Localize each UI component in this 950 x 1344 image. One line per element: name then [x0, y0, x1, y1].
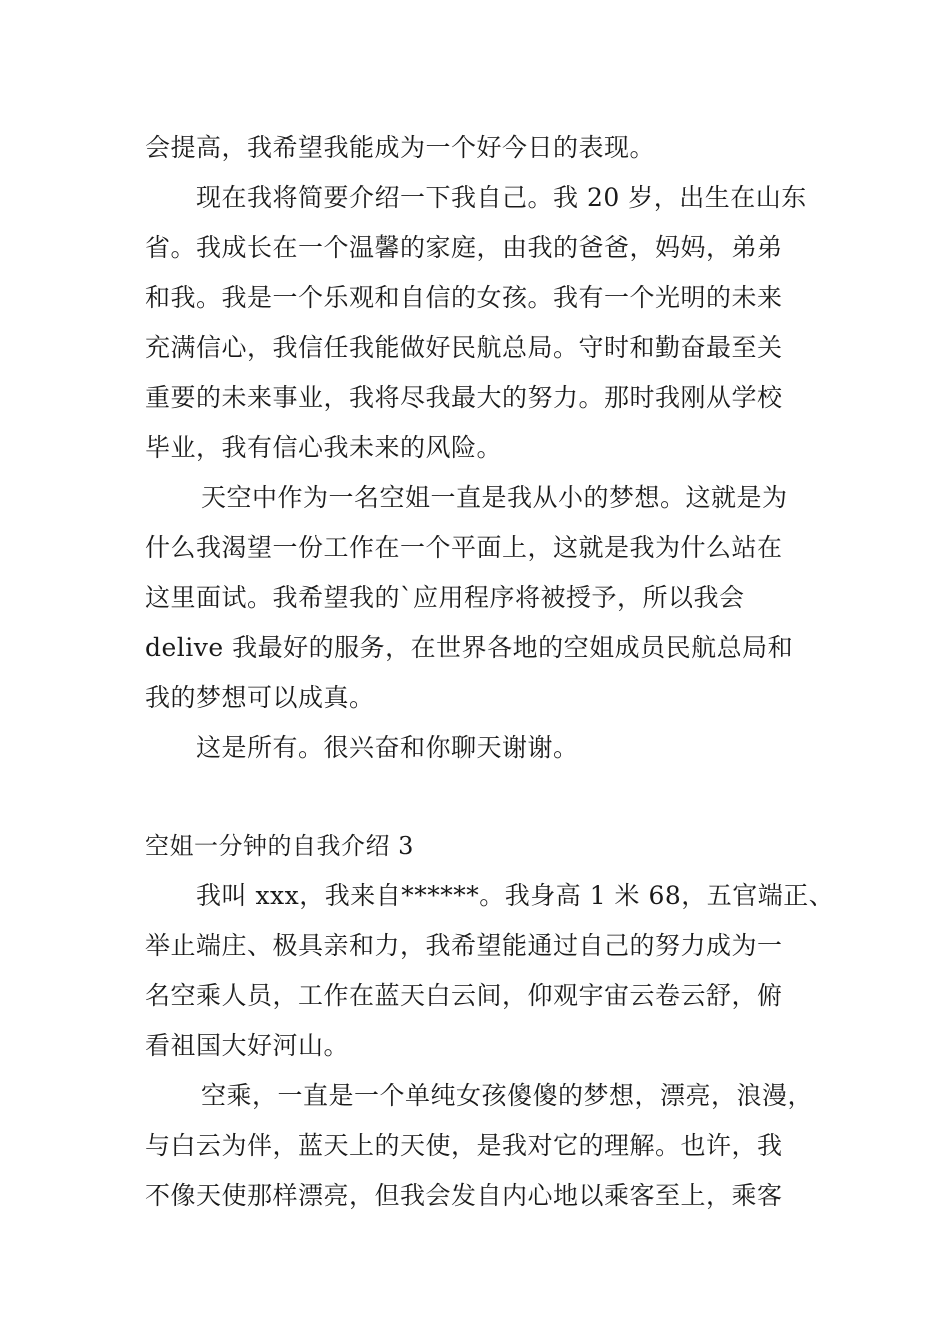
text-line: 和我。我是一个乐观和自信的女孩。我有一个光明的未来	[145, 283, 783, 312]
paragraph-start: 这是所有。很兴奋和你聊天谢谢。	[196, 733, 579, 762]
text-line: 重要的未来事业，我将尽我最大的努力。那时我刚从学校	[145, 383, 783, 412]
paragraph-start: 空乘，一直是一个单纯女孩傻傻的梦想，漂亮，浪漫，	[201, 1081, 814, 1110]
text-line: 充满信心，我信任我能做好民航总局。守时和勤奋最至关	[145, 333, 783, 362]
text-line: 这里面试。我希望我的`应用程序将被授予，所以我会	[145, 583, 745, 612]
paragraph-start: 我叫 xxx，我来自******。我身高 1 米 68，五官端正、	[196, 881, 835, 910]
text-line: 名空乘人员，工作在蓝天白云间，仰观宇宙云卷云舒，俯	[145, 981, 783, 1010]
text-line: 省。我成长在一个温馨的家庭，由我的爸爸，妈妈，弟弟	[145, 233, 783, 262]
text-line: 举止端庄、极具亲和力，我希望能通过自己的努力成为一	[145, 931, 783, 960]
text-line: 不像天使那样漂亮，但我会发自内心地以乘客至上，乘客	[145, 1181, 783, 1210]
paragraph-start: 天空中作为一名空姐一直是我从小的梦想。这就是为	[201, 483, 788, 512]
text-line: 我的梦想可以成真。	[145, 683, 375, 712]
text-line: 毕业，我有信心我未来的风险。	[145, 433, 503, 462]
paragraph-start: 现在我将简要介绍一下我自己。我 20 岁，出生在山东	[196, 183, 807, 212]
text-line: 与白云为伴，蓝天上的天使，是我对它的理解。也许，我	[145, 1131, 783, 1160]
section-heading: 空姐一分钟的自我介绍 3	[145, 832, 414, 860]
text-line: delive 我最好的服务，在世界各地的空姐成员民航总局和	[145, 633, 794, 662]
text-line: 看祖国大好河山。	[145, 1031, 350, 1060]
text-line: 会提高，我希望我能成为一个好今日的表现。	[145, 133, 656, 162]
text-line: 什么我渴望一份工作在一个平面上，这就是我为什么站在	[145, 533, 783, 562]
